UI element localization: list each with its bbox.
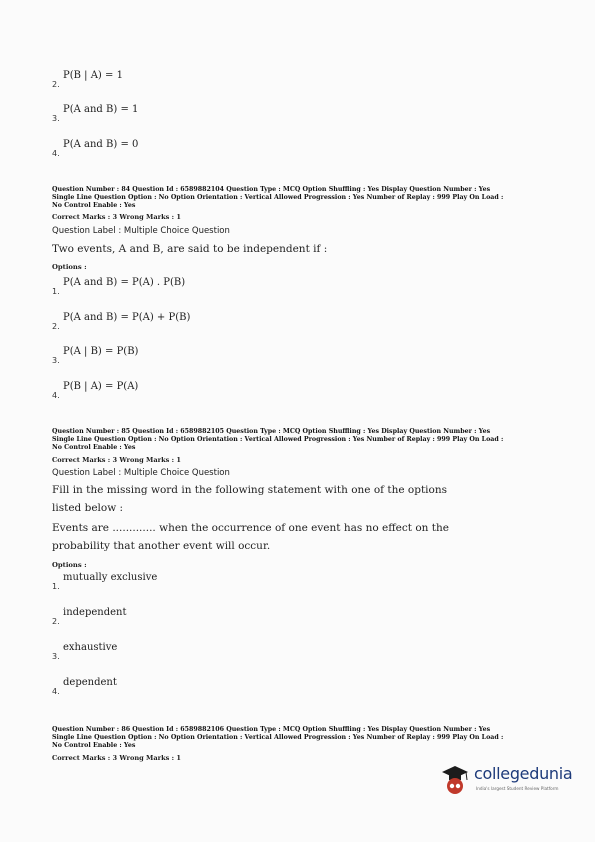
meta-line: Question Number : 86 Question Id : 6589882106 Question Type : MCQ Option Shuffling : Yes Display Question Number : Yes bbox=[52, 726, 491, 733]
logo-brand-text: collegedunia bbox=[474, 764, 573, 783]
option-number: 2. bbox=[52, 80, 60, 89]
meta-line: No Control Enable : Yes bbox=[52, 444, 136, 451]
option-text: P(B | A) = 1 bbox=[63, 70, 123, 81]
question-84-options-heading: Options : bbox=[52, 263, 87, 271]
question-86-meta bbox=[52, 726, 552, 750]
meta-line: No Control Enable : Yes bbox=[52, 742, 136, 749]
question-85-text-line: listed below : bbox=[52, 502, 124, 514]
option-number: 1. bbox=[52, 287, 60, 296]
question-85-marks: Correct Marks : 3 Wrong Marks : 1 bbox=[52, 456, 181, 464]
collegedunia-logo bbox=[440, 760, 580, 802]
option-number: 2. bbox=[52, 322, 60, 331]
meta-line: Question Number : 84 Question Id : 6589882104 Question Type : MCQ Option Shuffling : Yes Display Question Number : Yes bbox=[52, 186, 491, 193]
meta-line: Question Number : 85 Question Id : 6589882105 Question Type : MCQ Option Shuffling : Yes Display Question Number : Yes bbox=[52, 428, 491, 435]
meta-line: Single Line Question Option : No Option Orientation : Vertical Allowed Progression : Yes Number of Replay : 999 Play On Load : bbox=[52, 734, 504, 741]
question-85-options-heading: Options : bbox=[52, 561, 87, 569]
question-85-text-line: Events are ............. when the occurrence of one event has no effect on the bbox=[52, 522, 449, 534]
question-85-label: Question Label : Multiple Choice Question bbox=[52, 468, 230, 478]
question-85-text-line: Fill in the missing word in the following statement with one of the options bbox=[52, 484, 448, 496]
option-text: P(A and B) = P(A) . P(B) bbox=[63, 277, 186, 288]
meta-line: Single Line Question Option : No Option Orientation : Vertical Allowed Progression : Yes Number of Replay : 999 Play On Load : bbox=[52, 194, 504, 201]
option-text: P(A and B) = P(A) + P(B) bbox=[63, 312, 191, 323]
option-number: 3. bbox=[52, 652, 60, 661]
option-text: P(A | B) = P(B) bbox=[63, 346, 139, 357]
option-text: exhaustive bbox=[63, 642, 118, 653]
question-84-label: Question Label : Multiple Choice Question bbox=[52, 226, 230, 236]
option-number: 3. bbox=[52, 356, 60, 365]
option-text: P(B | A) = P(A) bbox=[63, 381, 139, 392]
option-text: independent bbox=[63, 607, 127, 618]
option-text: P(A and B) = 0 bbox=[63, 139, 139, 150]
question-85-text-line: probability that another event will occur. bbox=[52, 540, 271, 552]
question-84-meta bbox=[52, 186, 552, 210]
option-number: 4. bbox=[52, 149, 60, 158]
option-text: P(A and B) = 1 bbox=[63, 104, 139, 115]
option-number: 2. bbox=[52, 617, 60, 626]
question-85-meta bbox=[52, 428, 552, 452]
option-text: mutually exclusive bbox=[63, 572, 158, 583]
option-number: 3. bbox=[52, 114, 60, 123]
meta-line: No Control Enable : Yes bbox=[52, 202, 136, 209]
meta-line: Single Line Question Option : No Option Orientation : Vertical Allowed Progression : Yes Number of Replay : 999 Play On Load : bbox=[52, 436, 504, 443]
option-text: dependent bbox=[63, 677, 117, 688]
option-number: 4. bbox=[52, 687, 60, 696]
option-number: 1. bbox=[52, 582, 60, 591]
question-84-marks: Correct Marks : 3 Wrong Marks : 1 bbox=[52, 213, 181, 221]
question-84-text: Two events, A and B, are said to be independent if : bbox=[52, 243, 328, 255]
option-number: 4. bbox=[52, 391, 60, 400]
graduation-cap-icon bbox=[440, 762, 470, 796]
logo-tagline: India's largest Student Review Platform bbox=[476, 786, 559, 791]
question-86-marks: Correct Marks : 3 Wrong Marks : 1 bbox=[52, 754, 181, 762]
